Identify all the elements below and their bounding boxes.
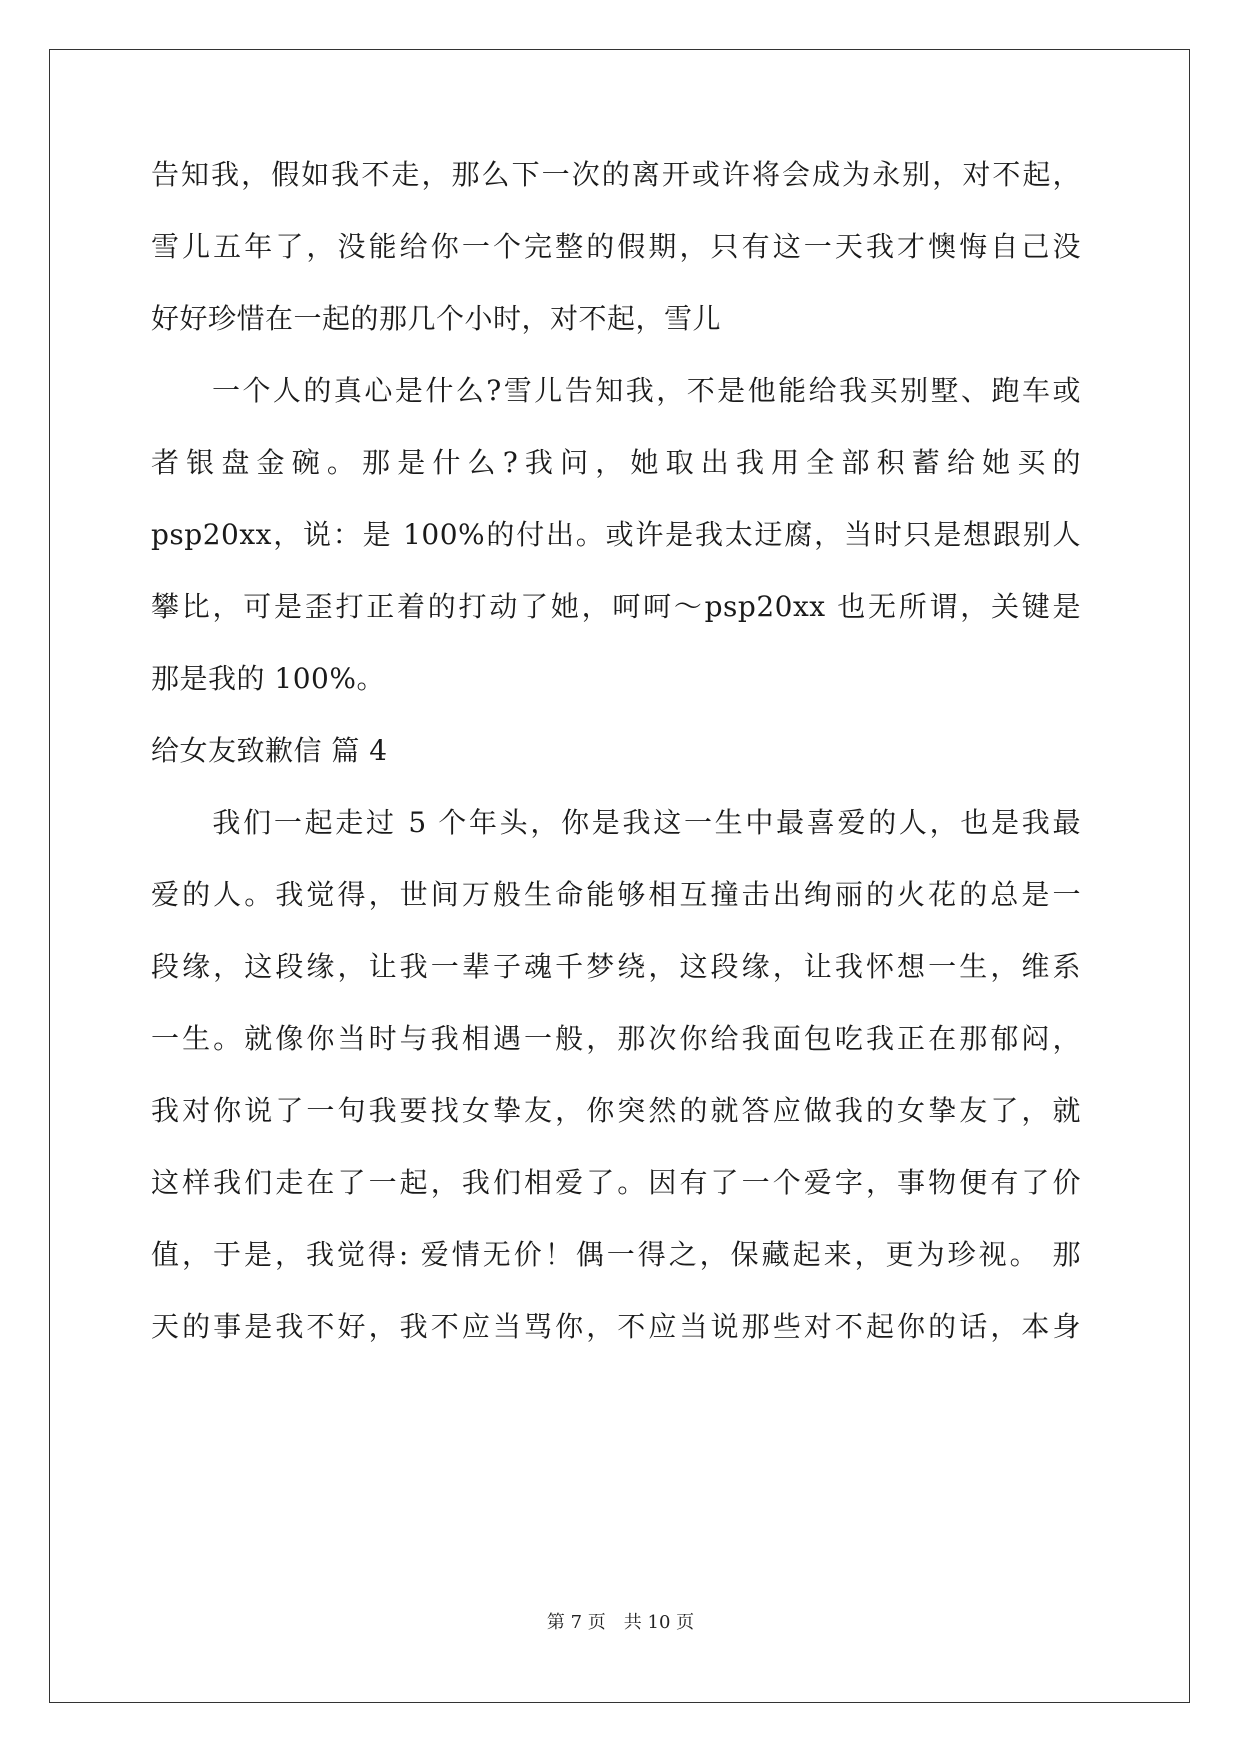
text-line: 雪儿五年了，没能给你一个完整的假期，只有这一天我才懊悔自己没 [151, 230, 1081, 263]
text-line: 值，于是，我觉得: 爱情无价！偶一得之，保藏起来，更为珍视。 那 [151, 1238, 1081, 1271]
text-line: 我对你说了一句我要找女挚友，你突然的就答应做我的女挚友了，就 [151, 1094, 1081, 1127]
section-heading: 给女友致歉信 篇 4 [151, 734, 388, 767]
text-line: 好好珍惜在一起的那几个小时，对不起，雪儿 [151, 302, 722, 335]
text-line: 者银盘金碗。那是什么?我问，她取出我用全部积蓄给她买的 [151, 446, 1081, 479]
text-line: 攀比，可是歪打正着的打动了她，呵呵～psp20xx 也无所谓，关键是 [151, 590, 1081, 623]
text-line: 我们一起走过 5 个年头，你是我这一生中最喜爱的人，也是我最 [151, 806, 1081, 839]
text-line: 段缘，这段缘，让我一辈子魂千梦绕，这段缘，让我怀想一生，维系 [151, 950, 1081, 983]
text-line: 那是我的 100%。 [151, 662, 385, 695]
text-line: 爱的人。我觉得，世间万般生命能够相互撞击出绚丽的火花的总是一 [151, 878, 1081, 911]
text-line: 这样我们走在了一起，我们相爱了。因有了一个爱字，事物便有了价 [151, 1166, 1081, 1199]
text-line: 一个人的真心是什么?雪儿告知我，不是他能给我买别墅、跑车或 [151, 374, 1081, 407]
text-line: 告知我，假如我不走，那么下一次的离开或许将会成为永别，对不起， [151, 158, 1081, 191]
text-line: psp20xx，说：是 100%的付出。或许是我太迂腐，当时只是想跟别人 [151, 518, 1081, 551]
text-line: 天的事是我不好，我不应当骂你，不应当说那些对不起你的话，本身 [151, 1310, 1081, 1343]
page-number-footer: 第 7 页 共 10 页 [546, 1612, 695, 1633]
text-line: 一生。就像你当时与我相遇一般，那次你给我面包吃我正在那郁闷， [151, 1022, 1081, 1055]
